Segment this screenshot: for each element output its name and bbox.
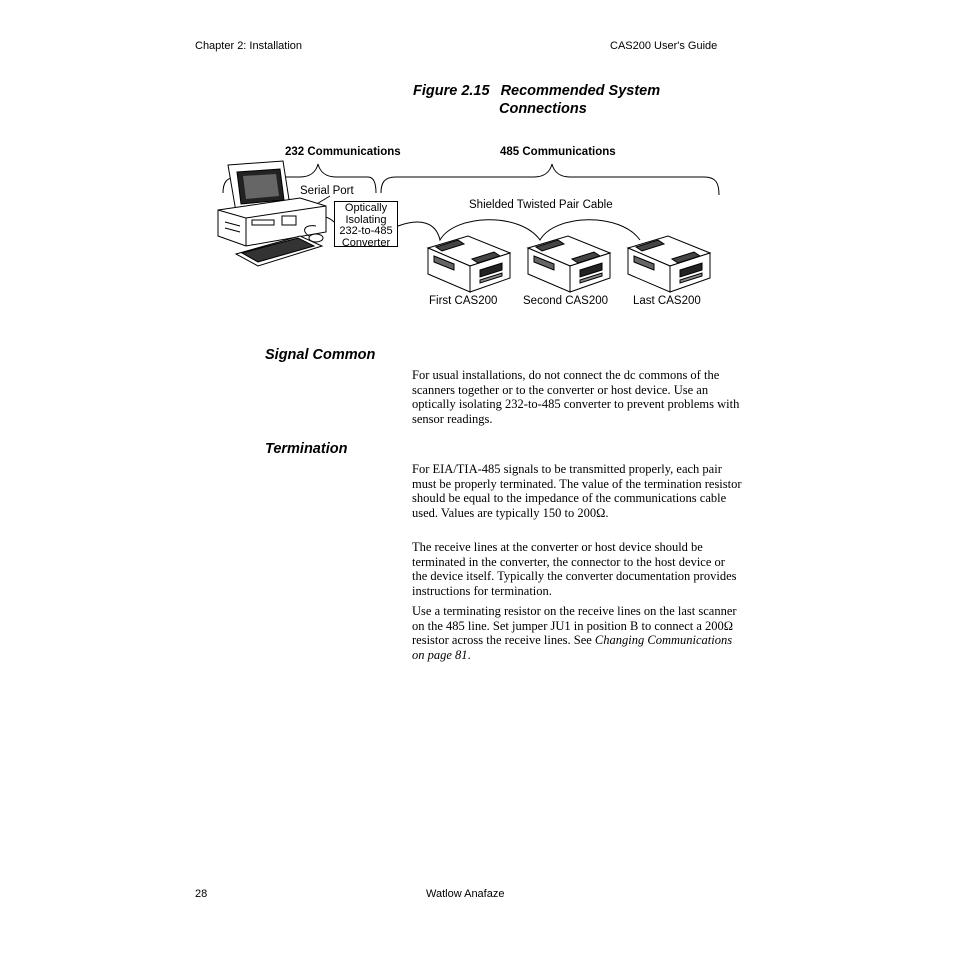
paragraph-termination-1: For EIA/TIA-485 signals to be transmitted properly, each pair must be properly terminated. The value of the termination resistor should be equal to the impedance of the communications cable used. Values are typically 150 to 200Ω. bbox=[412, 462, 742, 520]
label-485-communications: 485 Communications bbox=[500, 146, 616, 158]
converter-line-3: 232-to-485 bbox=[339, 225, 393, 237]
paragraph-termination-2: The receive lines at the converter or host device should be terminated in the converter, the connector to the host device or the device itself. Typically the converter documentation provides instructions for termination. bbox=[412, 540, 737, 598]
label-232-communications: 232 Communications bbox=[285, 146, 401, 158]
paragraph-termination-3 bbox=[412, 604, 742, 662]
converter-line-2: Isolating bbox=[345, 213, 387, 226]
label-serial-port: Serial Port bbox=[300, 185, 354, 197]
computer-icon bbox=[218, 161, 326, 266]
paragraph-termination-3-end: . bbox=[467, 647, 471, 662]
header-guide-title: CAS200 User's Guide bbox=[610, 40, 718, 52]
label-shielded-cable: Shielded Twisted Pair Cable bbox=[469, 199, 613, 211]
footer-company: Watlow Anafaze bbox=[426, 888, 505, 900]
label-second-cas200: Second CAS200 bbox=[523, 295, 609, 307]
first-cas200-icon bbox=[428, 236, 510, 292]
paragraph-signal-common: For usual installations, do not connect the dc commons of the scanners together or to the converter or host device. Use an optically isolating 232-to-485 converter to prevent problems with sensor readings. bbox=[412, 368, 740, 426]
brace-485 bbox=[381, 164, 719, 195]
figure-title-line1: Recommended System bbox=[500, 83, 661, 99]
figure-number: Figure 2.15 bbox=[413, 83, 490, 99]
section-title-signal-common: Signal Common bbox=[265, 347, 376, 363]
paragraph-termination-3-text: Use a terminating resistor on the receive lines on the last scanner on the 485 line. Set jumper JU1 in position B to connect a 200Ω resistor across the receive lines. See bbox=[412, 604, 737, 647]
converter-line-4: Converter bbox=[341, 236, 391, 249]
section-title-termination: Termination bbox=[265, 441, 348, 457]
footer-page-number: 28 bbox=[195, 888, 208, 900]
label-first-cas200: First CAS200 bbox=[429, 295, 498, 307]
cable-485 bbox=[398, 220, 640, 240]
second-cas200-icon bbox=[528, 236, 610, 292]
converter-box bbox=[334, 201, 398, 247]
cross-reference-link[interactable]: Changing Communications on page 81 bbox=[412, 633, 733, 662]
header-chapter: Chapter 2: Installation bbox=[195, 40, 303, 52]
last-cas200-icon bbox=[628, 236, 710, 292]
cas200-devices bbox=[428, 236, 710, 292]
converter-line-1: Optically bbox=[344, 202, 388, 214]
label-last-cas200: Last CAS200 bbox=[633, 295, 701, 307]
figure-title-line2: Connections bbox=[499, 101, 587, 117]
